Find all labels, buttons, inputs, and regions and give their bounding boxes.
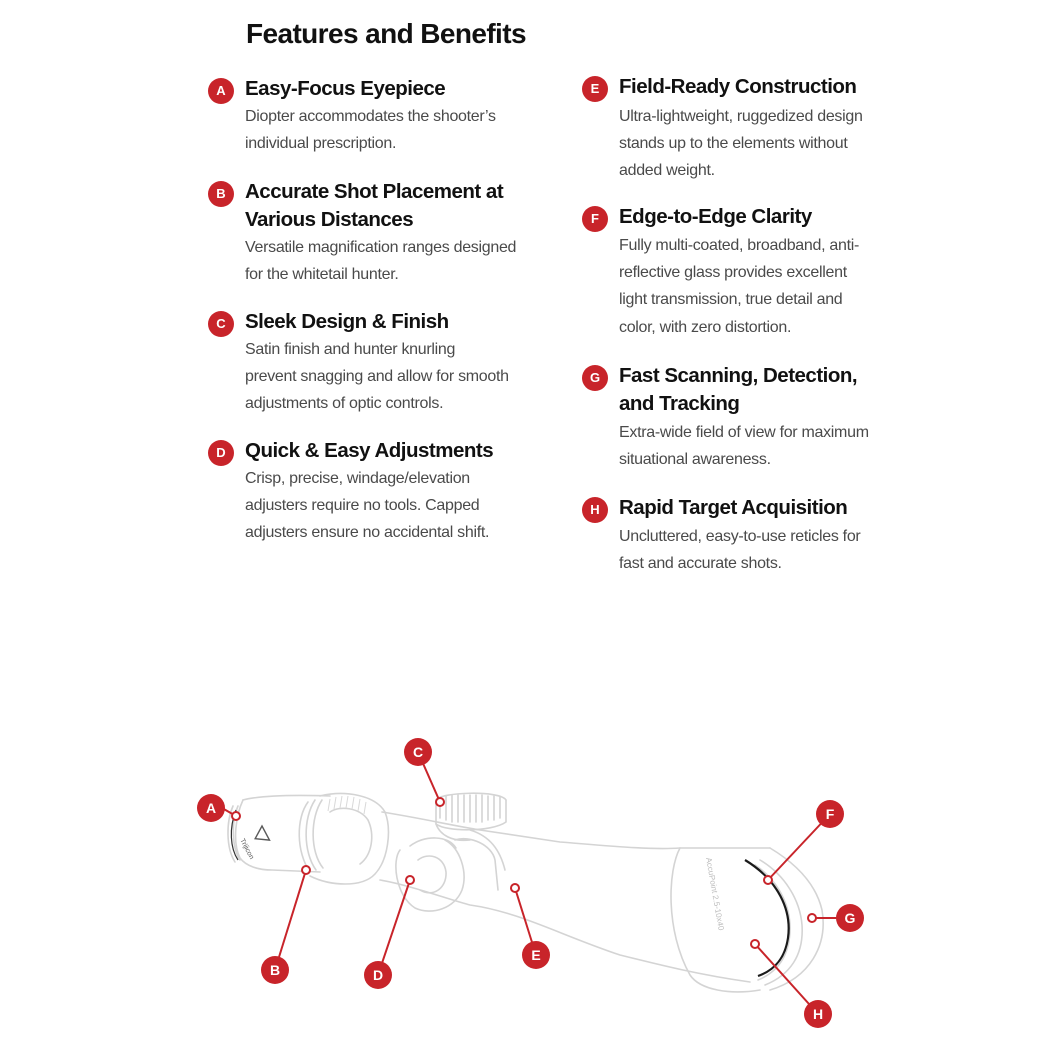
svg-text:A: A	[205, 800, 217, 816]
feature-letter-badge: H	[582, 497, 608, 523]
feature-letter-badge: A	[208, 78, 234, 104]
feature-letter-badge: E	[582, 76, 608, 102]
svg-text:H: H	[812, 1006, 824, 1022]
svg-text:D: D	[372, 967, 384, 983]
feature-description: Fully multi-coated, broadband, anti- reflective glass provides excellent light transmission, true detail and color, with zero distortion.	[619, 237, 859, 336]
feature-letter-badge: F	[582, 206, 608, 232]
svg-text:C: C	[412, 744, 424, 760]
feature-description: Diopter accommodates the shooter’s individual prescription.	[245, 108, 496, 153]
feature-description: Ultra-lightweight, ruggedized design stands up to the elements without added weight.	[619, 108, 863, 180]
callout-c	[404, 738, 432, 766]
feature-description: Crisp, precise, windage/elevation adjusters require no tools. Capped adjusters ensure no accidental shift.	[245, 470, 490, 542]
page-title: Features and Benefits	[246, 18, 526, 49]
callout-e	[522, 941, 550, 969]
feature-title: Easy-Focus Eyepiece	[245, 77, 446, 100]
feature-title: Quick & Easy Adjustments	[245, 439, 494, 462]
feature-title: Accurate Shot Placement at Various Distances	[245, 180, 504, 231]
callout-leader-lines	[222, 752, 850, 1014]
svg-text:Trijicon: Trijicon	[238, 837, 255, 861]
callout-b	[261, 956, 289, 984]
callout-a	[197, 794, 225, 822]
callout-d	[364, 961, 392, 989]
feature-title: Field-Ready Construction	[619, 75, 857, 98]
feature-title: Fast Scanning, Detection, and Tracking	[619, 364, 858, 415]
trijicon-logo-icon	[237, 826, 273, 861]
feature-description: Extra-wide field of view for maximum situational awareness.	[619, 424, 869, 469]
svg-text:E: E	[531, 947, 541, 963]
feature-description: Satin finish and hunter knurling prevent snagging and allow for smooth adjustments of optic controls.	[245, 341, 509, 413]
feature-letter-badge: G	[582, 365, 608, 391]
svg-text:F: F	[825, 806, 835, 822]
feature-description: Versatile magnification ranges designed for the whitetail hunter.	[245, 239, 517, 284]
feature-description: Uncluttered, easy-to-use reticles for fast and accurate shots.	[619, 528, 861, 573]
svg-text:G: G	[844, 910, 856, 926]
callout-h	[804, 1000, 832, 1028]
feature-title: Sleek Design & Finish	[245, 310, 449, 333]
callout-f	[816, 800, 844, 828]
scope-model-text: AccuPoint 2.5-10x40	[704, 856, 726, 932]
feature-letter-badge: B	[208, 181, 234, 207]
feature-title: Rapid Target Acquisition	[619, 496, 848, 519]
svg-text:B: B	[269, 962, 281, 978]
feature-title: Edge-to-Edge Clarity	[619, 205, 812, 228]
feature-letter-badge: D	[208, 440, 234, 466]
callout-g	[836, 904, 864, 932]
feature-letter-badge: C	[208, 311, 234, 337]
callout-anchor-points	[232, 798, 816, 948]
knurled-ring-icon	[328, 796, 366, 814]
